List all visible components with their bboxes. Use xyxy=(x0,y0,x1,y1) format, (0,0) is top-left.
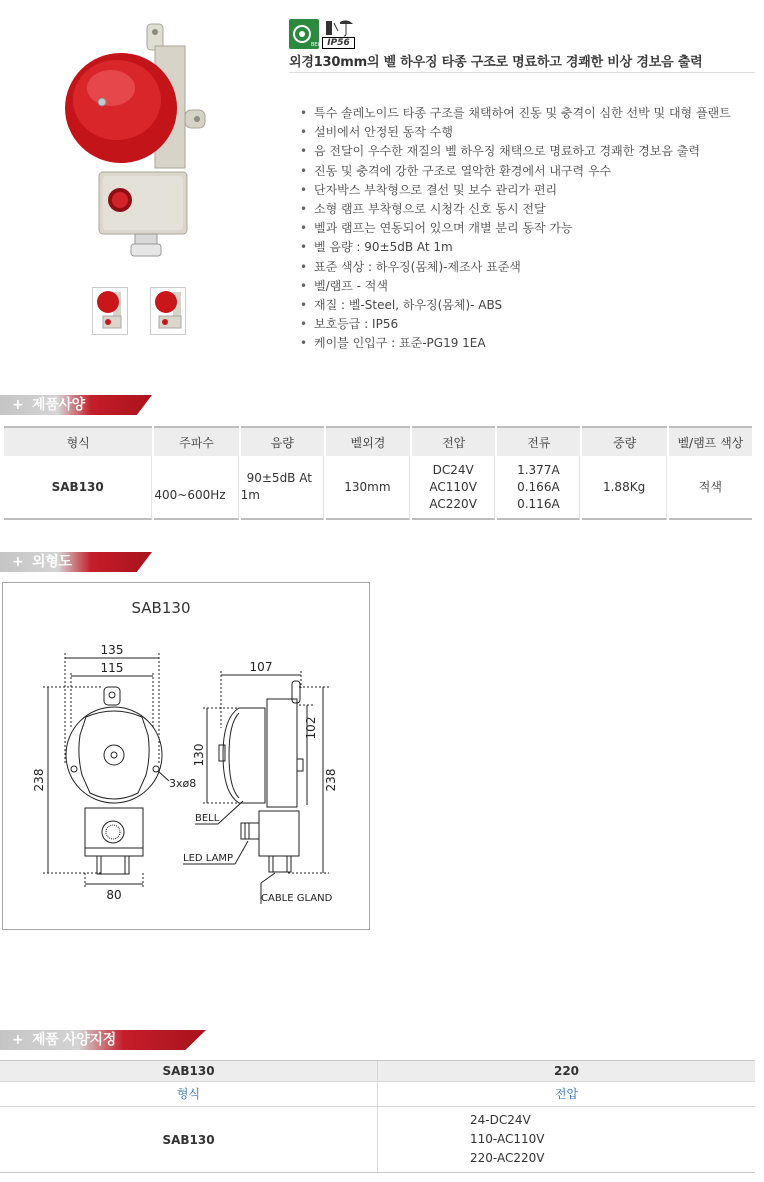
label-bell: BELL xyxy=(195,813,220,824)
header-cell: 음량 xyxy=(241,426,324,456)
section-title: 제품사양 xyxy=(32,397,85,413)
cell-voltage xyxy=(412,456,495,520)
current-value: 0.166A xyxy=(517,479,560,494)
voltage-value: AC220V xyxy=(429,496,477,511)
order-spec-table xyxy=(0,1060,755,1173)
order-label-voltage: 전압 xyxy=(554,1087,579,1101)
header-cell: 중량 xyxy=(582,426,666,456)
sound-line: 90±5dB At xyxy=(246,471,312,485)
order-code-voltage: 220 xyxy=(553,1064,580,1078)
order-code-row xyxy=(0,1060,755,1082)
order-label-model: 형식 xyxy=(0,1082,378,1106)
dim-115: 115 xyxy=(100,661,124,675)
dim-238-right: 238 xyxy=(324,768,338,792)
dim-130: 130 xyxy=(192,743,206,767)
header-cell: 전압 xyxy=(412,426,495,456)
feature-item: • 소형 램프 부착형으로 시청각 신호 동시 전달 xyxy=(298,200,758,219)
header-cell: 전류 xyxy=(497,426,580,456)
section-title: 외형도 xyxy=(32,554,72,570)
cell-current xyxy=(497,456,580,520)
section-header-spec xyxy=(0,395,152,415)
dim-3x8: 3xø8 xyxy=(169,777,197,790)
order-code-model: SAB130 xyxy=(0,1061,378,1081)
order-model: SAB130 xyxy=(0,1107,378,1172)
dim-107: 107 xyxy=(249,660,273,674)
section-header-order xyxy=(0,1030,206,1050)
order-option-row xyxy=(0,1107,755,1173)
cell-sound xyxy=(241,456,324,520)
svg-text:BELL: BELL xyxy=(311,42,324,48)
dim-238-left: 238 xyxy=(32,768,46,792)
header-cell: 벨/램프 색상 xyxy=(669,426,752,456)
cell-color: 적색 xyxy=(669,456,752,520)
header-cell: 형식 xyxy=(4,426,152,456)
current-value: 0.116A xyxy=(517,496,560,511)
cell-weight: 1.88Kg xyxy=(582,456,666,520)
plus-icon: + xyxy=(12,397,24,413)
feature-item: • 진동 및 충격에 강한 구조로 열악한 환경에서 내구력 우수 xyxy=(298,162,758,181)
feature-item: • 표준 색상 : 하우징(몸체)-제조사 표준색 xyxy=(298,258,758,277)
feature-item: • 음 전달이 우수한 재질의 벨 하우징 채택으로 명료하고 경쾌한 경보음 출력 xyxy=(298,142,758,161)
drawing-title: SAB130 xyxy=(131,599,191,617)
feature-item: • 케이블 인입구 : 표준-PG19 1EA xyxy=(298,334,758,353)
header-cell: 벨외경 xyxy=(326,426,410,456)
product-headline: 외경130mm의 벨 하우징 타종 구조로 명료하고 경쾌한 비상 경보음 출력 xyxy=(289,51,755,73)
order-label-row xyxy=(0,1082,755,1107)
table-row xyxy=(4,456,752,520)
voltage-value: DC24V xyxy=(432,462,474,477)
feature-item: • 보호등급 : IP56 xyxy=(298,315,758,334)
dim-102: 102 xyxy=(304,716,318,740)
feature-list xyxy=(298,104,758,354)
feature-item: • 설비에서 안정된 동작 수행 xyxy=(298,123,758,142)
feature-item: • 특수 솔레노이드 타종 구조를 채택하여 진동 및 충격이 심한 선박 및 대형 플랜트 xyxy=(298,104,758,123)
ip56-label: IP56 xyxy=(322,37,355,49)
section-header-outline xyxy=(0,552,152,572)
bell-certification-icon xyxy=(289,19,324,49)
feature-item: • 벨/램프 - 적색 xyxy=(298,277,758,296)
voltage-option: 110-AC110V xyxy=(470,1132,545,1146)
order-voltage-options xyxy=(378,1107,755,1172)
sound-line: 1m xyxy=(240,488,260,502)
plus-icon: + xyxy=(12,554,24,570)
dim-80: 80 xyxy=(106,888,122,902)
product-image xyxy=(55,18,215,263)
header-cell: 주파수 xyxy=(154,426,238,456)
spec-table xyxy=(2,426,754,520)
ip56-rating-icon xyxy=(322,19,355,49)
dim-135: 135 xyxy=(100,643,124,657)
feature-item: • 벨과 램프는 연동되어 있으며 개별 분리 동작 가능 xyxy=(298,219,758,238)
label-cable-gland: CABLE GLAND xyxy=(261,893,333,904)
feature-item: • 재질 : 벨-Steel, 하우징(몸체)- ABS xyxy=(298,296,758,315)
cell-model: SAB130 xyxy=(4,456,152,520)
current-value: 1.377A xyxy=(517,462,560,477)
plus-icon: + xyxy=(12,1032,24,1048)
voltage-value: AC110V xyxy=(429,479,477,494)
voltage-option: 24-DC24V xyxy=(470,1113,531,1127)
thumbnail-front[interactable] xyxy=(92,287,128,335)
voltage-option: 220-AC220V xyxy=(470,1151,545,1165)
label-led-lamp: LED LAMP xyxy=(183,853,234,864)
cell-frequency: 400~600Hz xyxy=(154,456,238,520)
feature-item: • 단자박스 부착형으로 결선 및 보수 관리가 편리 xyxy=(298,181,758,200)
thumbnail-side[interactable] xyxy=(150,287,186,335)
outline-drawing xyxy=(2,582,370,930)
section-title: 제품 사양지정 xyxy=(32,1032,116,1048)
cell-diameter: 130mm xyxy=(326,456,410,520)
feature-item: • 벨 음량 : 90±5dB At 1m xyxy=(298,238,758,257)
